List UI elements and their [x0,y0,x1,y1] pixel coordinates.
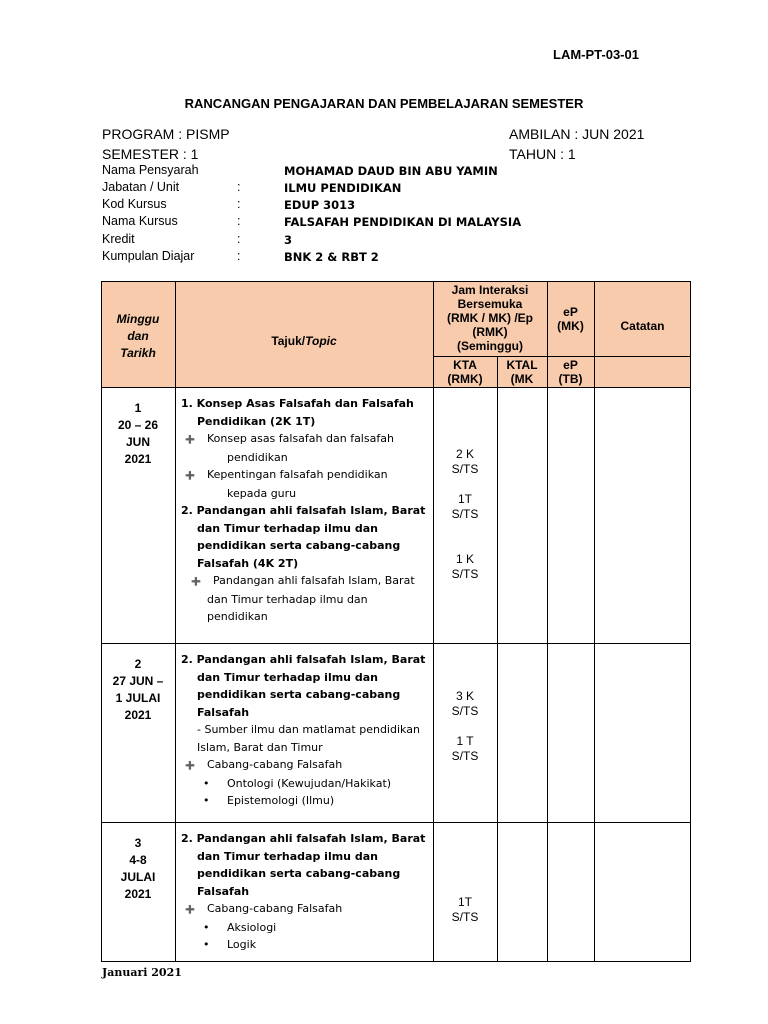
topic-line: pendidikan serta cabang-cabang [197,688,401,701]
bullet-icon: • [203,794,210,807]
topic-content [181,830,433,954]
topic-line: dan Timur terhadap ilmu dan [197,670,378,684]
table-row [101,387,691,643]
kta-hours: 3 K S/TS 1 T S/TS [451,689,479,763]
header-catatan: Catatan [620,319,665,333]
topic-line: ➕ Cabang-cabang Falsafah [181,900,433,919]
info-value: EDUP 3013 [284,198,356,212]
topic-line: • Epistemologi (Ilmu) [181,792,433,810]
topic-line: ➕ Konsep asas falsafah dan falsafah [181,430,433,449]
bullet-icon: • [203,920,210,934]
grid-line [101,387,691,388]
grid-line [433,281,434,962]
topic-line: 2. Pandangan ahli falsafah Islam, Barat [181,832,426,845]
arrow-bullet-icon: ➕ [185,905,195,914]
topic-line: ➕ Cabang-cabang Falsafah [181,756,433,775]
info-colon: : [237,197,241,211]
topic-line: 2. Pandangan ahli falsafah Islam, Barat [181,504,426,517]
info-label: Nama Pensyarah [102,163,199,177]
arrow-bullet-icon: ➕ [185,435,195,444]
header-kta: KTA (RMK) [447,358,483,386]
topic-line: ➕ Kepentingan falsafah pendidikan [181,466,433,485]
topic-line: dan Timur terhadap ilmu dan [197,521,378,535]
topic-line: pendidikan [227,450,288,464]
rpp-table [101,281,691,962]
ambilan-label: AMBILAN : JUN 2021 [509,126,645,142]
document-code: LAM-PT-03-01 [553,47,639,62]
footer-date: Januari 2021 [102,966,182,979]
grid-line [101,822,691,823]
topic-line: Islam, Barat dan Timur [197,740,323,754]
bullet-icon: • [203,938,210,951]
semester-label: SEMESTER : 1 [102,146,199,162]
header-ep-tb: eP (TB) [558,358,583,386]
info-label: Kredit [102,232,135,246]
topic-line: Falsafah [197,884,250,898]
week-date: 1 20 – 26 JUN 2021 [117,401,159,466]
topic-line: pendidikan serta cabang-cabang [197,867,401,880]
topic-line: Pendidikan (2K 1T) [197,414,316,428]
grid-line [433,356,691,357]
grid-line [101,961,691,962]
grid-line [101,643,691,644]
table-row [101,822,691,962]
header-tajuk: Tajuk/Topic [271,334,337,348]
info-value: MOHAMAD DAUD BIN ABU YAMIN [284,164,498,178]
bullet-icon: • [203,776,210,790]
info-label: Nama Kursus [102,214,178,228]
info-label: Kod Kursus [102,197,167,211]
topic-line: • Logik [181,936,433,954]
topic-line: ➕ Pandangan ahli falsafah Islam, Barat [181,572,433,591]
info-label: Kumpulan Diajar [102,249,195,263]
info-value: 3 [284,233,293,247]
grid-line [594,281,595,962]
grid-line [547,281,548,962]
info-value: ILMU PENDIDIKAN [284,181,402,195]
topic-line: dan Timur terhadap ilmu dan [197,849,378,863]
info-value: FALSAFAH PENDIDIKAN DI MALAYSIA [284,215,522,229]
grid-line [101,281,691,282]
grid-line [101,281,102,962]
topic-line: dan Timur terhadap ilmu dan [207,592,368,606]
arrow-bullet-icon: ➕ [185,471,195,480]
arrow-bullet-icon: ➕ [185,761,195,770]
tahun-label: TAHUN : 1 [509,146,576,162]
topic-line: 1. Konsep Asas Falsafah dan Falsafah [181,397,414,410]
program-label: PROGRAM : PISMP [102,126,230,142]
header-ep-mk: eP (MK) [557,305,584,333]
topic-line: kepada guru [227,486,297,500]
info-colon: : [237,232,241,246]
info-colon: : [237,249,241,263]
topic-line: 2. Pandangan ahli falsafah Islam, Barat [181,653,426,666]
topic-line: Falsafah [197,705,250,719]
topic-line: • Aksiologi [181,919,433,937]
grid-line [690,281,691,962]
grid-line [497,356,498,962]
info-colon: : [237,214,241,228]
topic-content [181,651,433,810]
document-title: RANCANGAN PENGAJARAN DAN PEMBELAJARAN SEMESTER [184,96,584,111]
arrow-bullet-icon: ➕ [191,577,201,586]
table-row [101,643,691,822]
header-jam-interaksi: Jam Interaksi Bersemuka (RMK / MK) /Ep (RMK) (Seminggu) [447,283,533,353]
header-ktal: KTAL (MK [506,358,538,386]
week-date: 2 27 JUN – 1 JULAI 2021 [112,657,164,722]
grid-line [175,281,176,962]
header-minggu: Minggu dan Tarikh [116,312,160,360]
week-date: 3 4-8 JULAI 2021 [120,836,156,901]
topic-line: Falsafah (4K 2T) [197,556,299,570]
info-colon: : [237,180,241,194]
info-value: BNK 2 & RBT 2 [284,250,379,264]
kta-hours: 1T S/TS [451,895,479,924]
topic-line: - Sumber ilmu dan matlamat pendidikan [197,723,420,736]
topic-content [181,395,433,626]
info-label: Jabatan / Unit [102,180,180,194]
topic-line: • Ontologi (Kewujudan/Hakikat) [181,775,433,793]
kta-hours: 2 K S/TS 1T S/TS 1 K S/TS [451,447,479,581]
topic-line: pendidikan serta cabang-cabang [197,539,401,552]
topic-line: pendidikan [207,610,268,623]
